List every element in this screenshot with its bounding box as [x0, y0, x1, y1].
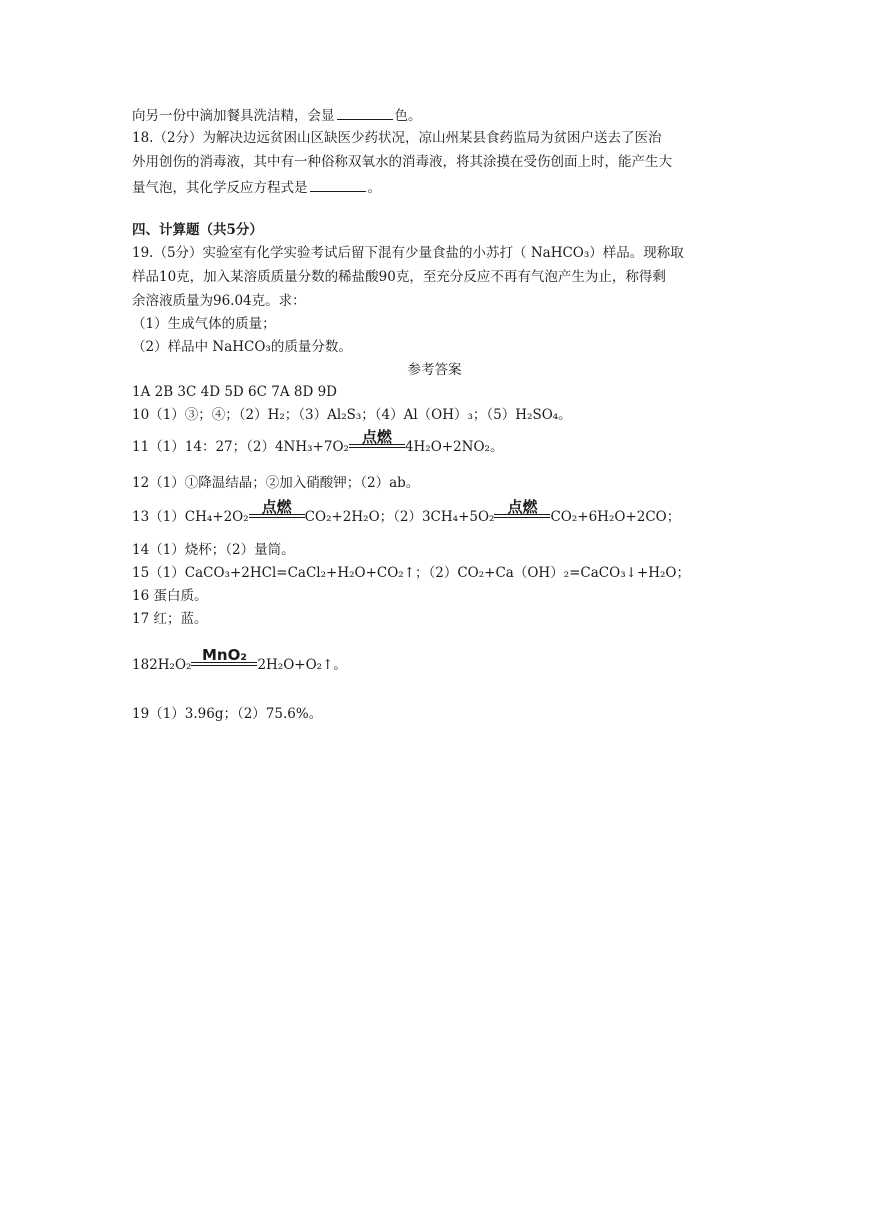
answer-16: 16 蛋白质。 — [132, 588, 208, 604]
q19-line-3: 余溶液质量为96.04克。求： — [132, 293, 306, 309]
q17-text: 向另一份中滴加餐具洗洁精，会显 — [132, 108, 335, 124]
answer-blank — [310, 177, 366, 192]
answers-title: 参考答案 — [407, 362, 462, 378]
q17-text-end: 色。 — [394, 108, 422, 124]
answer-18-products: 2H₂O+O₂↑。 — [257, 657, 347, 673]
condition-label: 点燃 — [507, 498, 538, 516]
q18-line-2: 外用创伤的消毒液，其中有一种俗称双氧水的消毒液，将其涂摸在受伤创面上时，能产生大 — [132, 154, 672, 170]
answer-11-products: 4H₂O+2NO₂。 — [404, 439, 504, 455]
reaction-condition — [349, 428, 405, 456]
reaction-condition — [191, 646, 257, 674]
q18-line-1: 18.（2分）为解决边远贫困山区缺医少药状况，凉山州某县食药监局为贫困户送去了医治 — [132, 130, 662, 146]
q19-line-2: 样品10克，加入某溶质质量分数的稀盐酸90克，至充分反应不再有气泡产生为止，称得剩 — [132, 269, 666, 285]
condition-label: 点燃 — [361, 428, 392, 446]
answer-19: 19（1）3.96g；（2）75.6%。 — [132, 706, 323, 722]
condition-label: 点燃 — [261, 498, 292, 516]
q19-line-1: 19.（5分）实验室有化学实验考试后留下混有少量食盐的小苏打（ NaHCO₃）样品。现称取 — [132, 245, 684, 261]
reaction-condition — [494, 498, 550, 526]
answer-blank — [337, 105, 393, 120]
q18-text: 量气泡，其化学反应方程式是 — [132, 180, 308, 196]
reaction-condition — [249, 498, 305, 526]
q19-sub-2: （2）样品中 NaHCO₃的质量分数。 — [132, 339, 352, 355]
answer-1-9: 1A 2B 3C 4D 5D 6C 7A 8D 9D — [132, 384, 338, 400]
answer-18 — [132, 646, 347, 674]
answer-17: 17 红；蓝。 — [132, 611, 208, 627]
q19-sub-1: （1）生成气体的质量； — [132, 316, 276, 332]
answer-18-text: 182H₂O₂ — [132, 657, 192, 673]
section-heading: 四、计算题（共5分） — [132, 222, 263, 238]
answer-10: 10（1）③；④；（2）H₂；（3）Al₂S₃；（4）Al（OH）₃；（5）H₂SO₄。 — [132, 407, 572, 423]
q18-text-end: 。 — [367, 180, 381, 196]
answer-13-text: 13（1）CH₄+2O₂ — [132, 509, 249, 525]
answer-11-text: 11（1）14：27；（2）4NH₃+7O₂ — [132, 439, 349, 455]
answer-13 — [132, 498, 681, 526]
q18-line-3 — [132, 177, 381, 197]
answer-13-products: CO₂+6H₂O+2CO； — [550, 509, 681, 525]
answer-13-mid: CO₂+2H₂O；（2）3CH₄+5O₂ — [304, 509, 495, 525]
catalyst-label: MnO₂ — [201, 646, 247, 664]
answer-14: 14（1）烧杯；（2）量筒。 — [132, 542, 295, 558]
q17-continuation — [132, 105, 422, 125]
answer-12: 12（1）①降温结晶；②加入硝酸钾；（2）ab。 — [132, 475, 420, 491]
answer-11 — [132, 428, 504, 456]
answer-15: 15（1）CaCO₃+2HCl=CaCl₂+H₂O+CO₂↑；（2）CO₂+Ca（OH）₂=CaCO₃↓+H₂O； — [132, 565, 690, 581]
